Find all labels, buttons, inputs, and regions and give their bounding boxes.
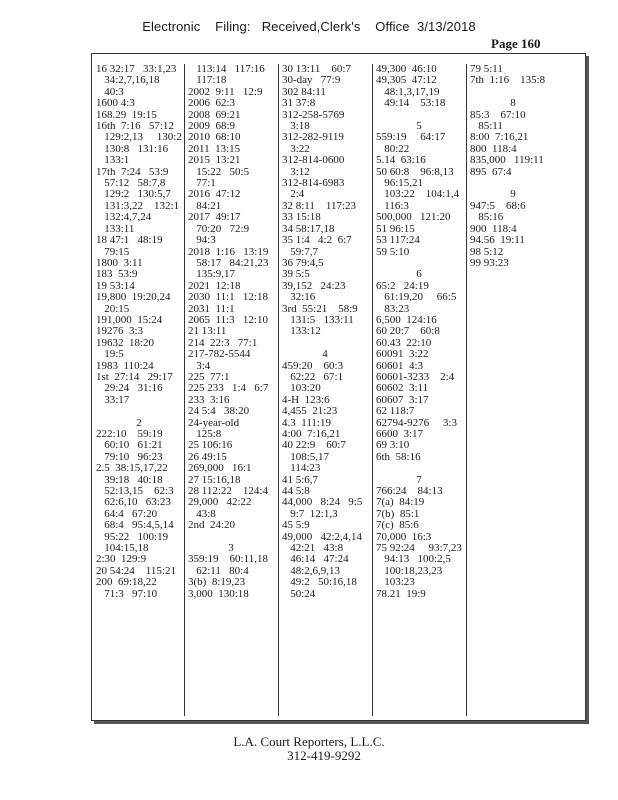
index-entry: 49,305 47:12 bbox=[376, 74, 437, 87]
index-entry: 191,000 15:24 bbox=[96, 313, 163, 326]
index-entry: 2.5 38:15,17,22 bbox=[96, 462, 168, 475]
electronic-filing-stamp: Electronic Filing: Received,Clerk's Office 3/13/2018 bbox=[142, 19, 476, 34]
index-entry: 85:3 67:10 bbox=[470, 108, 526, 121]
index-entry: 60:10 61:21 bbox=[96, 439, 163, 452]
index-entry: 6th 58:16 bbox=[376, 450, 421, 463]
index-entry: 48:1,3,17,19 bbox=[376, 85, 440, 98]
index-entry: 113:14 117:16 bbox=[188, 63, 265, 75]
index-entry: 19:5 bbox=[96, 348, 124, 361]
index-entry: 84:21 bbox=[188, 199, 222, 212]
index-entry: 9:7 12:1,3 bbox=[282, 507, 338, 520]
index-entry: 6,500 124:16 bbox=[376, 313, 437, 326]
index-entry: 77:1 bbox=[188, 177, 216, 190]
index-entry: 312-282-9119 bbox=[282, 131, 344, 144]
index-entry: 95:22 100:19 bbox=[96, 530, 169, 543]
index-entry: 1800 3:11 bbox=[96, 256, 143, 269]
index-entry: 900 118:4 bbox=[470, 222, 517, 235]
index-entry: 61:19,20 66:5 bbox=[376, 291, 457, 304]
index-entry: 39,152 24:23 bbox=[282, 279, 346, 292]
index-entry: 60602 3:11 bbox=[376, 382, 429, 395]
section-heading: 6 bbox=[416, 268, 422, 281]
index-entry: 2031 11:1 bbox=[188, 302, 235, 315]
index-entry: 8:00 7:16,21 bbox=[470, 131, 529, 144]
index-entry: 96:15,21 bbox=[376, 177, 424, 190]
index-entry: 766:24 84:13 bbox=[376, 485, 443, 498]
index-entry: 60601 4:3 bbox=[376, 359, 424, 372]
index-entry: 94:13 100:2,5 bbox=[376, 553, 451, 566]
index-entry: 222:10 59:19 bbox=[96, 428, 163, 440]
index-entry: 32:16 bbox=[282, 291, 316, 304]
index-entry: 62 118:7 bbox=[376, 405, 415, 418]
index-entry: 3,000 130:18 bbox=[188, 587, 249, 600]
index-entry: 60607 3:17 bbox=[376, 393, 429, 406]
index-entry: 59:7,7 bbox=[282, 245, 319, 258]
index-entry: 57:12 58:7,8 bbox=[96, 177, 166, 190]
reporter-company: L.A. Court Reporters, L.L.C. bbox=[233, 734, 385, 749]
index-entry: 19 53:14 bbox=[96, 279, 135, 292]
index-entry: 947:5 68:6 bbox=[470, 199, 526, 212]
index-entry: 59 5:10 bbox=[376, 245, 410, 258]
index-entry: 131:3,22 132:1 bbox=[96, 199, 180, 212]
index-entry: 183 53:9 bbox=[96, 268, 138, 281]
index-column-5 bbox=[470, 64, 556, 269]
index-entry: 225 77:1 bbox=[188, 370, 230, 383]
index-entry: 60091 3:22 bbox=[376, 348, 429, 361]
section-heading: 2 bbox=[136, 416, 142, 429]
index-entry: 28 112:22 124:4 bbox=[188, 485, 268, 498]
index-entry: 3:18 bbox=[282, 120, 310, 133]
index-entry: 24-year-old bbox=[188, 416, 240, 429]
index-entry: 44 5:8 bbox=[282, 485, 310, 498]
index-entry: 29,000 42:22 bbox=[188, 496, 252, 509]
blank-line bbox=[376, 463, 462, 474]
blank-line bbox=[96, 406, 182, 417]
index-entry: 7th 1:16 135:8 bbox=[470, 74, 546, 87]
index-entry: 19632 18:20 bbox=[96, 336, 155, 349]
index-entry: 103:22 104:1,4 bbox=[376, 188, 460, 201]
index-entry: 2021 12:18 bbox=[188, 279, 241, 292]
index-entry: 33:17 bbox=[96, 393, 130, 406]
index-entry: 70:20 72:9 bbox=[188, 222, 250, 235]
index-entry: 312-258-5769 bbox=[282, 108, 345, 121]
index-entry: 125:8 bbox=[188, 428, 222, 440]
index-entry: 21 13:11 bbox=[188, 325, 227, 338]
index-entry: 104:15,18 bbox=[96, 542, 149, 555]
index-entry: 29:24 31:16 bbox=[96, 382, 163, 395]
index-entry: 312-814-6983 bbox=[282, 177, 345, 190]
index-entry: 46:14 47:24 bbox=[282, 553, 349, 566]
index-entry: 3:12 bbox=[282, 165, 310, 178]
index-entry: 1st 27:14 29:17 bbox=[96, 370, 173, 383]
index-entry: 116:3 bbox=[376, 199, 409, 212]
index-entry: 49,300 46:10 bbox=[376, 63, 437, 75]
column-divider bbox=[184, 64, 185, 716]
index-entry: 45 5:9 bbox=[282, 519, 310, 532]
index-entry: 40 22:9 60:7 bbox=[282, 439, 346, 452]
index-entry: 62:22 67:1 bbox=[282, 370, 344, 383]
index-entry: 7(a) 84:19 bbox=[376, 496, 425, 509]
index-entry: 39:18 40:18 bbox=[96, 473, 163, 486]
index-entry: 6600 3:17 bbox=[376, 428, 424, 440]
index-entry: 5.14 63:16 bbox=[376, 154, 426, 167]
index-entry: 94.56 19:11 bbox=[470, 234, 525, 247]
column-divider bbox=[372, 64, 373, 716]
index-entry: 133:11 bbox=[96, 222, 135, 235]
column-divider bbox=[466, 64, 467, 716]
index-entry: 85:16 bbox=[470, 211, 504, 224]
index-entry: 31 37:8 bbox=[282, 97, 316, 110]
index-entry: 60.43 22:10 bbox=[376, 336, 432, 349]
index-entry: 2006 62:3 bbox=[188, 97, 236, 110]
index-entry: 41 5:6,7 bbox=[282, 473, 319, 486]
index-column-2 bbox=[188, 64, 274, 600]
index-entry: 312-814-0600 bbox=[282, 154, 345, 167]
index-entry: 69 3:10 bbox=[376, 439, 410, 452]
index-entry: 16 32:17 33:1,23 bbox=[96, 63, 177, 75]
index-entry: 49:14 53:18 bbox=[376, 97, 446, 110]
index-entry: 65:2 24:19 bbox=[376, 279, 429, 292]
index-entry: 26 49:15 bbox=[188, 450, 227, 463]
index-entry: 3rd 55:21 58:9 bbox=[282, 302, 358, 315]
index-column-1 bbox=[96, 64, 182, 600]
index-entry: 168.29 19:15 bbox=[96, 108, 157, 121]
index-entry: 200 69:18,22 bbox=[96, 576, 157, 589]
index-entry: 17th 7:24 53:9 bbox=[96, 165, 169, 178]
index-entry: 2015 13:21 bbox=[188, 154, 241, 167]
index-entry: 359:19 60:11,18 bbox=[188, 553, 268, 566]
index-entry: 2002 9:11 12:9 bbox=[188, 85, 263, 98]
index-entry: 71:3 97:10 bbox=[96, 587, 158, 600]
index-entry: 98 5:12 bbox=[470, 245, 504, 258]
index-entry: 217-782-5544 bbox=[188, 348, 251, 361]
index-entry: 130:8 131:16 bbox=[96, 142, 169, 155]
index-entry: 129:2 130:5,7 bbox=[96, 188, 171, 201]
index-entry: 62:11 80:4 bbox=[188, 564, 249, 577]
index-entry: 79:15 bbox=[96, 245, 130, 258]
page-number: Page 160 bbox=[491, 36, 541, 51]
index-entry: 58:17 84:21,23 bbox=[188, 256, 269, 269]
index-entry: 2017 49:17 bbox=[188, 211, 241, 224]
index-entry: 60601-3233 2:4 bbox=[376, 370, 455, 383]
index-entry: 19276 3:3 bbox=[96, 325, 144, 338]
index-entry: 1600 4:3 bbox=[96, 97, 135, 110]
section-heading: 9 bbox=[510, 188, 516, 201]
index-entry: 16th 7:16 57:12 bbox=[96, 120, 174, 133]
index-entry: 49:2 50:16,18 bbox=[282, 576, 357, 589]
index-entry: 4.3 111:19 bbox=[282, 416, 331, 429]
index-entry: 2008 69:21 bbox=[188, 108, 241, 121]
index-entry: 20 54:24 115:21 bbox=[96, 564, 176, 577]
index-entry: 33 15:18 bbox=[282, 211, 321, 224]
index-entry: 302 84:11 bbox=[282, 85, 326, 98]
index-entry: 60 20:7 60:8 bbox=[376, 325, 440, 338]
index-entry: 24 5:4 38:20 bbox=[188, 405, 250, 418]
index-entry: 559:19 64:17 bbox=[376, 131, 446, 144]
index-entry: 25 106:16 bbox=[188, 439, 233, 452]
index-entry: 83:23 bbox=[376, 302, 410, 315]
index-entry: 3:4 bbox=[188, 359, 211, 372]
index-entry: 52:13,15 62:3 bbox=[96, 485, 174, 498]
index-entry: 225 233 1:4 6:7 bbox=[188, 382, 269, 395]
index-entry: 44,000 8:24 9:5 bbox=[282, 496, 363, 509]
index-entry: 133:12 bbox=[282, 325, 321, 338]
index-entry: 4:00 7:16,21 bbox=[282, 428, 341, 440]
index-entry: 2065 11:3 12:10 bbox=[188, 313, 268, 326]
index-entry: 135:9,17 bbox=[188, 268, 236, 281]
index-entry: 80:22 bbox=[376, 142, 410, 155]
index-entry: 269,000 16:1 bbox=[188, 462, 252, 475]
section-heading: 4 bbox=[322, 348, 328, 361]
index-entry: 42:21 43:8 bbox=[282, 542, 344, 555]
index-entry: 2016 47:12 bbox=[188, 188, 241, 201]
index-entry: 49,000 42:2,4,14 bbox=[282, 530, 363, 543]
index-entry: 117:18 bbox=[188, 74, 227, 87]
index-entry: 78.21 19:9 bbox=[376, 587, 426, 600]
index-entry: 103:20 bbox=[282, 382, 321, 395]
index-entry: 214 22:3 77:1 bbox=[188, 336, 258, 349]
index-entry: 62794-9276 3:3 bbox=[376, 416, 457, 429]
index-entry: 94:3 bbox=[188, 234, 216, 247]
index-entry: 114:23 bbox=[282, 462, 321, 475]
index-entry: 30 13:11 60:7 bbox=[282, 63, 351, 75]
index-entry: 43:8 bbox=[188, 507, 216, 520]
index-entry: 51 96:15 bbox=[376, 222, 415, 235]
index-entry: 20:15 bbox=[96, 302, 130, 315]
index-entry: 40:3 bbox=[96, 85, 124, 98]
section-heading: 8 bbox=[510, 97, 516, 110]
index-entry: 129:2,13 130:2 bbox=[96, 131, 182, 144]
index-entry: 50 60:8 96:8,13 bbox=[376, 165, 454, 178]
index-entry: 75 92:24 93:7,23 bbox=[376, 542, 462, 555]
index-entry: 19,800 19:20,24 bbox=[96, 291, 171, 304]
index-entry: 459:20 60:3 bbox=[282, 359, 344, 372]
index-entry: 108:5,17 bbox=[282, 450, 330, 463]
index-entry: 2009 68:9 bbox=[188, 120, 236, 133]
index-entry: 2:30 129:9 bbox=[96, 553, 147, 566]
index-entry: 835,000 119:11 bbox=[470, 154, 544, 167]
index-entry: 895 67:4 bbox=[470, 165, 512, 178]
index-entry: 2011 13:15 bbox=[188, 142, 241, 155]
index-entry: 7(b) 85:1 bbox=[376, 507, 420, 520]
reporter-phone: 312-419-9292 bbox=[287, 748, 361, 763]
index-entry: 103:23 bbox=[376, 576, 415, 589]
index-entry: 15:22 50:5 bbox=[188, 165, 250, 178]
index-entry: 36 79:4,5 bbox=[282, 256, 324, 269]
index-entry: 800 118:4 bbox=[470, 142, 517, 155]
index-entry: 27 15:16,18 bbox=[188, 473, 241, 486]
index-entry: 79 5:11 bbox=[470, 63, 503, 75]
index-entry: 35 1:4 4:2 6:7 bbox=[282, 234, 352, 247]
index-entry: 133:1 bbox=[96, 154, 130, 167]
index-entry: 85:11 bbox=[470, 120, 503, 133]
index-entry: 62:6,10 63:23 bbox=[96, 496, 171, 509]
index-entry: 4,455 21:23 bbox=[282, 405, 338, 418]
index-entry: 18 47:1 48:19 bbox=[96, 234, 163, 247]
index-entry: 70,000 16:3 bbox=[376, 530, 432, 543]
index-entry: 100:18,23,23 bbox=[376, 564, 443, 577]
section-heading: 7 bbox=[416, 473, 422, 486]
index-entry: 30-day 77:9 bbox=[282, 74, 341, 87]
index-entry: 2030 11:1 12:18 bbox=[188, 291, 268, 304]
section-heading: 5 bbox=[416, 120, 422, 133]
index-entry: 48:2,6,9,13 bbox=[282, 564, 341, 577]
index-entry: 132:4,7,24 bbox=[96, 211, 152, 224]
index-entry: 53 117:24 bbox=[376, 234, 420, 247]
index-entry: 131:5 133:11 bbox=[282, 313, 354, 326]
index-column-4 bbox=[376, 64, 462, 600]
index-entry: 233 3:16 bbox=[188, 393, 230, 406]
index-entry: 34:2,7,16,18 bbox=[96, 74, 160, 87]
index-entry: 7(c) 85:6 bbox=[376, 519, 419, 532]
index-entry: 99 93:23 bbox=[470, 256, 509, 269]
index-entry: 3:22 bbox=[282, 142, 310, 155]
index-entry: 2:4 bbox=[282, 188, 305, 201]
section-heading: 3 bbox=[228, 542, 234, 555]
index-entry: 39 5:5 bbox=[282, 268, 310, 281]
index-column-3 bbox=[282, 64, 368, 600]
index-entry: 68:4 95:4,5,14 bbox=[96, 519, 174, 532]
index-entry: 79:10 96:23 bbox=[96, 450, 163, 463]
index-entry: 2010 68:10 bbox=[188, 131, 241, 144]
index-entry: 2nd 24:20 bbox=[188, 519, 236, 532]
index-entry: 32 8:11 117:23 bbox=[282, 199, 357, 212]
index-entry: 1983 110:24 bbox=[96, 359, 154, 372]
index-entry: 4-H 123:6 bbox=[282, 393, 330, 406]
word-index-frame bbox=[91, 53, 586, 721]
index-entry: 2018 1:16 13:19 bbox=[188, 245, 269, 258]
index-entry: 34 58:17,18 bbox=[282, 222, 335, 235]
column-divider bbox=[278, 64, 279, 716]
index-entry: 500,000 121:20 bbox=[376, 211, 451, 224]
index-entry: 3(b) 8:19,23 bbox=[188, 576, 246, 589]
index-entry: 50:24 bbox=[282, 587, 316, 600]
index-entry: 64:4 67:20 bbox=[96, 507, 158, 520]
